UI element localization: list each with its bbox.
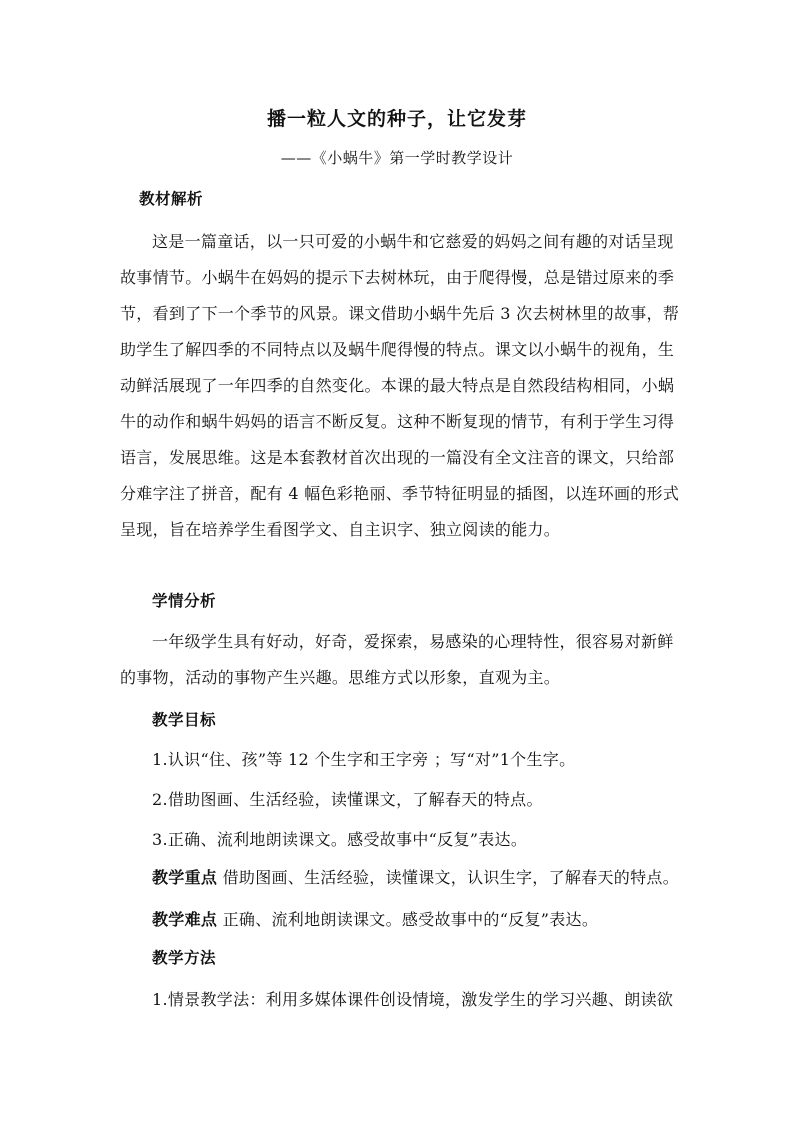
- list-item: 2.借助图画、生活经验，读懂课文，了解春天的特点。: [152, 790, 543, 809]
- paragraph-line: 故事情节。小蜗牛在妈妈的提示下去树林玩，由于爬得慢，总是错过原来的季: [120, 268, 675, 287]
- paragraph-line: 呈现，旨在培养学生看图学文、自主识字、独立阅读的能力。: [120, 520, 561, 539]
- section-heading-teaching-methods: 教学方法: [152, 948, 217, 967]
- difficult-point-text: 正确、流利地朗读课文。感受故事中的“反复”表达。: [217, 910, 599, 929]
- paragraph-line: 助学生了解四季的不同特点以及蜗牛爬得慢的特点。课文以小蜗牛的视角，生: [120, 340, 675, 359]
- list-item: 1.认识“住、孩”等 12 个生字和王字旁 ；写“对”1个生字。: [152, 750, 576, 769]
- paragraph-line: 牛的动作和蜗牛妈妈的语言不断反复。这种不断复现的情节，有利于学生习得: [120, 412, 675, 431]
- paragraph-line: 节，看到了下一个季节的风景。课文借助小蜗牛先后 3 次去树林里的故事，帮: [120, 304, 680, 323]
- document-title: 播一粒人文的种子，让它发芽: [266, 108, 527, 130]
- document-subtitle: ——《小蜗牛》第一学时教学设计: [280, 149, 514, 167]
- section-heading-student-analysis: 学情分析: [152, 591, 217, 610]
- difficult-point-label: 教学难点: [152, 910, 218, 929]
- paragraph-line: 的事物，活动的事物产生兴趣。思维方式以形象，直观为主。: [120, 668, 561, 687]
- paragraph-line: 动鲜活展现了一年四季的自然变化。本课的最大特点是自然段结构相同，小蜗: [120, 376, 675, 395]
- paragraph-line: 语言，发展思维。这是本套教材首次出现的一篇没有全文注音的课文，只给部: [120, 448, 675, 467]
- key-point-label: 教学重点: [152, 868, 218, 887]
- section-heading-teaching-goals: 教学目标: [152, 710, 217, 729]
- section-heading-textbook-analysis: 教材解析: [139, 189, 204, 208]
- list-item: 1.情景教学法：利用多媒体课件创设情境，激发学生的学习兴趣、朗读欲: [152, 990, 674, 1009]
- paragraph-line: 一年级学生具有好动，好奇，爱探索，易感染的心理特性，很容易对新鲜: [152, 632, 674, 651]
- difficult-point-line: [152, 907, 598, 930]
- list-item: 3.正确、流利地朗读课文。感受故事中“反复”表达。: [152, 830, 528, 849]
- paragraph-line: 这是一篇童话，以一只可爱的小蜗牛和它慈爱的妈妈之间有趣的对话呈现: [152, 232, 674, 251]
- key-point-text: 借助图画、生活经验，读懂课文，认识生字，了解春天的特点。: [217, 868, 679, 887]
- paragraph-line: 分难字注了拼音，配有 4 幅色彩艳丽、季节特征明显的插图，以连环画的形式: [120, 484, 680, 503]
- key-point-line: [152, 865, 679, 888]
